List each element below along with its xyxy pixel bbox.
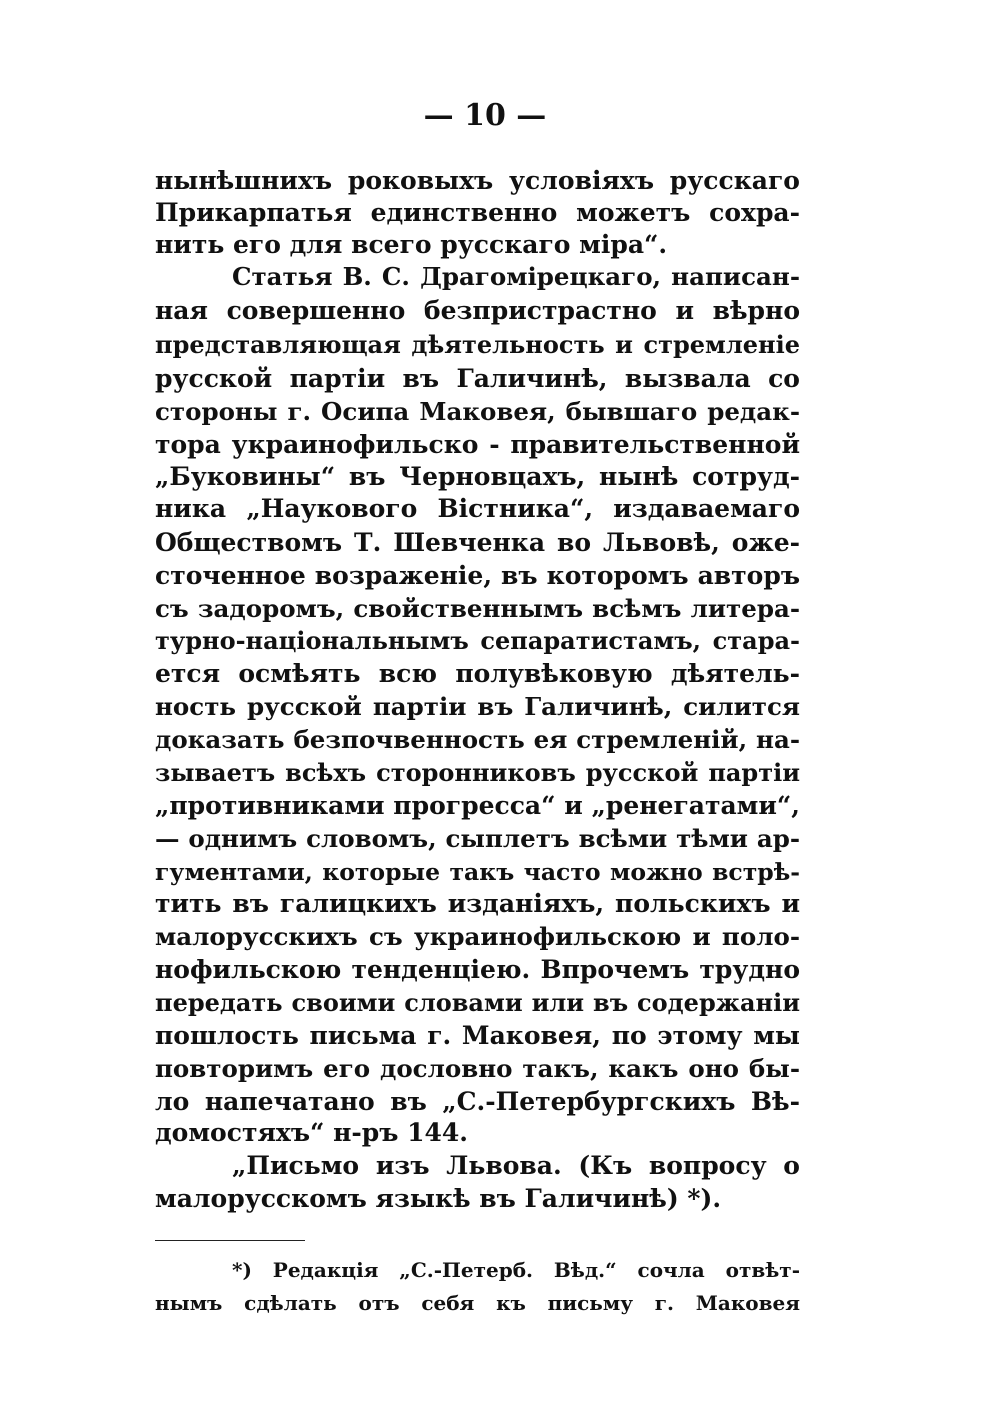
- text-line: Обществомъ Т. Шевченка во Львовѣ, оже-: [155, 528, 800, 557]
- text-line: Прикарпатья единственно можетъ сохра-: [155, 198, 800, 227]
- text-line: передать своими словами или въ содержаніи: [155, 988, 800, 1017]
- footnote-divider: [155, 1240, 305, 1241]
- text-line: „Письмо изъ Львова. (Къ вопросу о: [232, 1151, 800, 1180]
- text-line: ная совершенно безпристрастно и вѣрно: [155, 296, 800, 325]
- text-line: „противниками прогресса“ и „ренегатами“,: [155, 791, 800, 820]
- text-line: „Буковины“ въ Черновцахъ, нынѣ сотруд-: [155, 462, 800, 491]
- text-line: зываетъ всѣхъ сторонниковъ русской партіи: [155, 758, 800, 787]
- page-number: — 10 —: [423, 98, 547, 133]
- text-line: тить въ галицкихъ изданіяхъ, польскихъ и: [155, 889, 800, 918]
- text-line: съ задоромъ, свойственнымъ всѣмъ литера-: [155, 594, 800, 623]
- footnote-line: нымъ сдѣлать отъ себя къ письму г. Маковея: [155, 1291, 800, 1315]
- text-line: нофильскою тенденціею. Впрочемъ трудно: [155, 955, 800, 984]
- text-line: русской партіи въ Галичинѣ, вызвала со: [155, 364, 800, 393]
- text-line: домостяхъ“ н-ръ 144.: [155, 1118, 469, 1147]
- text-line: малорусскомъ языкѣ въ Галичинѣ) *).: [155, 1184, 722, 1213]
- text-line: — однимъ словомъ, сыплетъ всѣми тѣми ар-: [155, 824, 800, 853]
- text-line: пошлость письма г. Маковея, по этому мы: [155, 1021, 800, 1050]
- text-line: гументами, которые такъ часто можно встрѣ-: [155, 858, 800, 886]
- text-line: нить его для всего русскаго міра“.: [155, 230, 668, 259]
- text-line: малорусскихъ съ украинофильскою и поло-: [155, 922, 800, 951]
- text-line: турно-національнымъ сепаратистамъ, стара-: [155, 626, 800, 655]
- text-line: повторимъ его дословно такъ, какъ оно бы-: [155, 1054, 800, 1083]
- text-line: сточенное возраженіе, въ которомъ авторъ: [155, 561, 800, 590]
- text-line: ника „Наукового Вістника“, издаваемаго: [155, 494, 800, 523]
- text-line: ется осмѣять всю полувѣковую дѣятель-: [155, 659, 800, 688]
- text-line: ность русской партіи въ Галичинѣ, силится: [155, 692, 800, 721]
- text-line: представляющая дѣятельность и стремленіе: [155, 330, 800, 359]
- text-line: ло напечатано въ „С.-Петербургскихъ Вѣ-: [155, 1087, 800, 1116]
- text-line: доказать безпочвенность ея стремленій, на-: [155, 725, 800, 754]
- footnote-line: *) Редакція „С.-Петерб. Вѣд.“ сочла отвѣт-: [232, 1258, 800, 1282]
- text-line: стороны г. Осипа Маковея, бывшаго редак-: [155, 397, 800, 426]
- text-line: Статья В. С. Драгомірецкаго, написан-: [232, 262, 800, 291]
- text-line: нынѣшнихъ роковыхъ условіяхъ русскаго: [155, 166, 800, 195]
- text-line: тора украинофильско - правительственной: [155, 430, 800, 459]
